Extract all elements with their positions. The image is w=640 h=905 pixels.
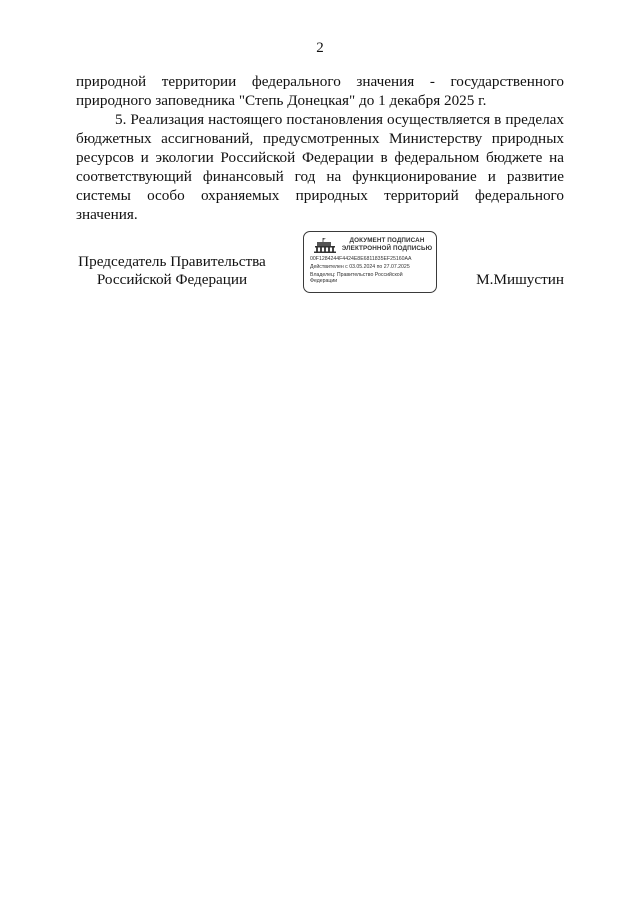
stamp-validity: Действителен с 03.05.2024 по 27.07.2025 — [310, 264, 410, 270]
paragraph-item-5: 5. Реализация настоящего постановления осуществляется в пределах бюджетных ассигнований, предусмотренных Министерству природных ресурсов и экологии Российской Федерации в федеральном бюджете на соответствующий финансовый год на функционирование и развитие системы особо охраняемых природных территорий федерального значения. — [76, 111, 564, 223]
stamp-heading — [340, 237, 434, 253]
signer-title — [74, 253, 270, 289]
stamp-heading-line-2: ЭЛЕКТРОННОЙ ПОДПИСЬЮ — [341, 245, 433, 252]
stamp-heading-line-1: ДОКУМЕНТ ПОДПИСАН — [349, 237, 425, 244]
stamp-certificate-number: 00F1284244F4424E8E6811835EF25160AA — [310, 256, 412, 262]
page-number: 2 — [316, 40, 324, 56]
electronic-signature-stamp — [303, 231, 437, 293]
emblem-icon — [311, 237, 341, 254]
signer-title-line-1: Председатель Правительства — [78, 253, 266, 270]
signer-title-line-2: Российской Федерации — [96, 271, 248, 288]
signer-name: М.Мишустин — [476, 271, 564, 288]
signature-block — [0, 0, 640, 320]
paragraph-continuation: природной территории федерального значения - государственного природного заповедника "Степь Донецкая" до 1 декабря 2025 г. — [76, 73, 564, 109]
stamp-owner: Владелец: Правительство Российской Федерации — [310, 272, 403, 284]
